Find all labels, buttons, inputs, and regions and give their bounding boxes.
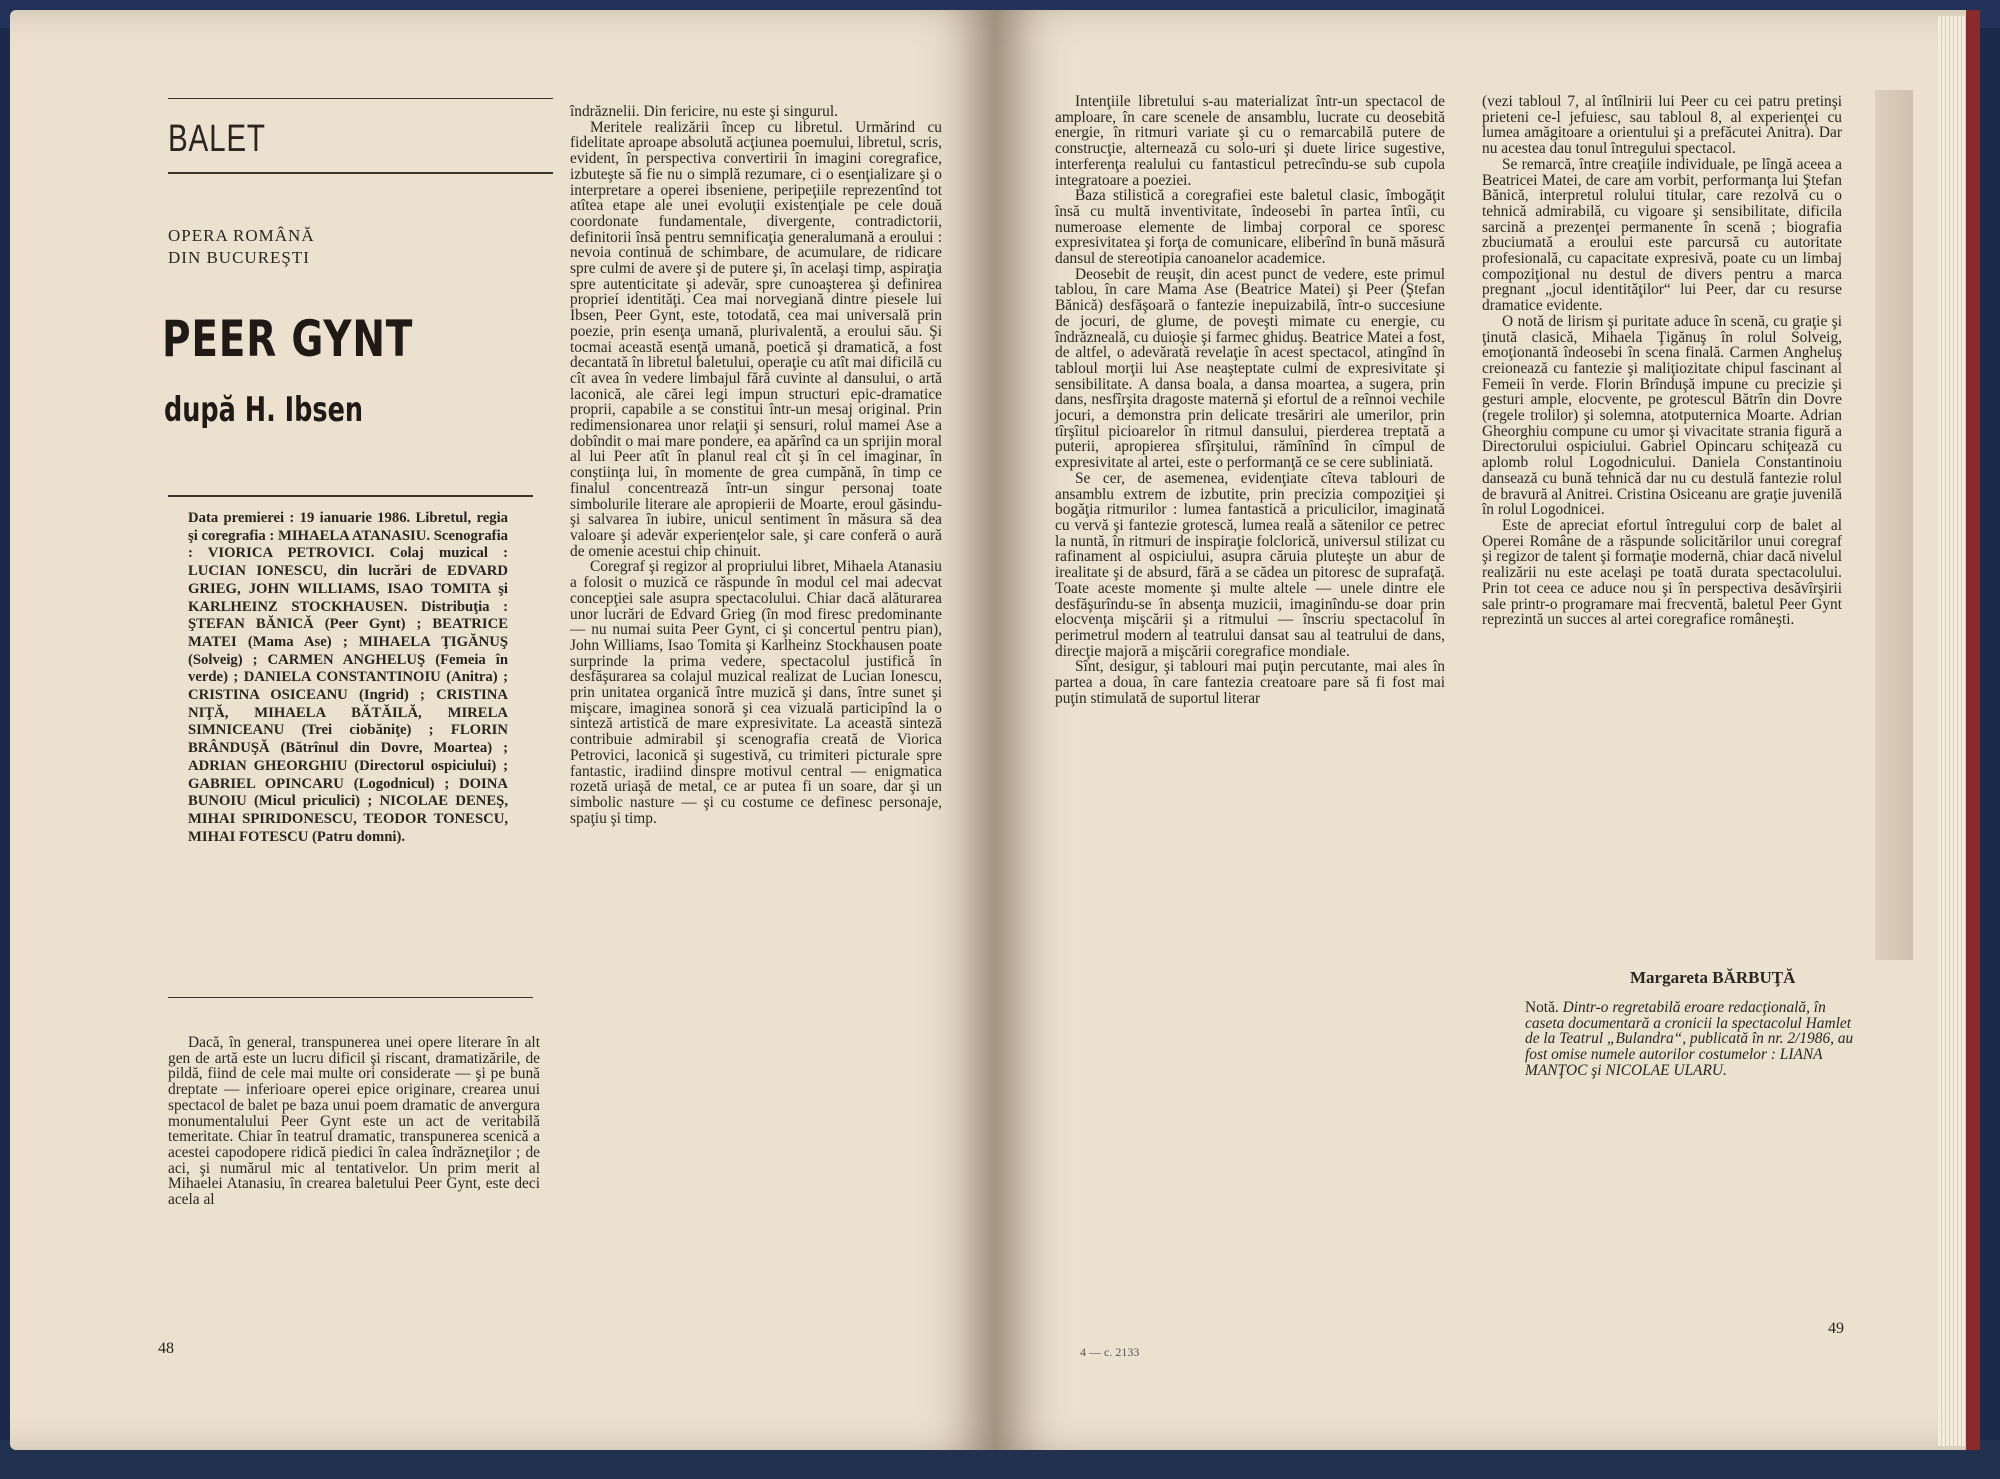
column-2 xyxy=(570,104,942,826)
column-3-paragraph: Deosebit de reuşit, din acest punct de vedere, este primul tablou, în care Mama Ase (Beatrice Matei) şi Peer (Ştefan Bănică) desfăşoară o fantezie inepuizabilă, într-o succesiune de jocuri, de glume, de poveşti mimate cu energie, cu îndrăzneală, cu duioşie şi farmec ghiduş. Beatrice Matei a fost, de altfel, o adevărată revelaţie în acest spectacol, atingînd în tabloul morţii lui Ase neaşteptate culmi de expresivitate şi sensibilitate. A dansa boala, a dansa moartea, a sugera, prin dans, nesfîrşita dragoste maternă şi efortul de a reînnoi vechile jocuri, a demonstra prin delicate tresăriri ale umerilor, prin tîrşîitul picioarelor în ritmul dansului, pierderea treptată a puterii, apropierea sfîrşitului, rămînînd în cîmpul de expresivitate al artei, este o performanţă ce se cere subliniată. xyxy=(1055,265,1445,472)
right-page xyxy=(995,10,1980,1450)
credits-text: Data premierei : 19 ianuarie 1986. Libretul, regia şi coregrafia : MIHAELA ATANASIU. Scenografia : VIORICA PETROVICI. Colaj muzical : LUCIAN IONESCU, din lucrări de EDVARD GRIEG, JOHN WILLIAMS, ISAO TOMITA şi KARLHEINZ STOCKHAUSEN. Distribuţia : ŞTEFAN BĂNICĂ (Peer Gynt) ; BEATRICE MATEI (Mama Ase) ; MIHAELA ŢIGĂNUŞ (Solveig) ; CARMEN ANGHELUŞ (Femeia în verde) ; DANIELA CONSTANTINOIU (Anitra) ; CRISTINA OSICEANU (Ingrid) ; CRISTINA NIŢĂ, MIHAELA BĂTĂILĂ, MIRELA SIMNICEANU (Trei ciobăniţe) ; FLORIN BRÂNDUŞĂ (Bătrînul din Dovre, Moartea) ; ADRIAN GHEORGHIU (Directorul ospiciului) ; GABRIEL OPINCARU (Logodnicul) ; DOINA BUNOIU (Micul priculici) ; NICOLAE DENEŞ, MIHAI SPIRIDONESCU, TEODOR TONESCU, MIHAI FOTESCU (Patru domni). xyxy=(188,510,508,845)
column-3-paragraph: Baza stilistică a coregrafiei este baletul clasic, îmbogăţit însă cu multă inventivitate, îndeosebi în partea întîi, cu numeroase elemente de limbaj corporal ce sporesc expresivitatea şi forţa de comunicare, eliberînd în bună măsură dansul de stereotipia canoanelor academice. xyxy=(1055,187,1445,268)
show-through-image xyxy=(1875,90,1913,960)
page-number-left: 48 xyxy=(158,1340,174,1357)
column-4-paragraph: Se remarcă, între creaţiile individuale, pe lîngă aceea a Beatricei Matei, de care am vorbit, performanţa lui Ştefan Bănică, interpretul rolului titular, care rezolvă cu o tehnică admirabilă, cu vigoare şi sensibilitate, dificila sarcină a prezenţei permanente în scenă ; biografia zbuciumată a eroului este parcursă cu autoritate profesională, cu capacitate expresivă, poate cu un limbaj compoziţional nu destul de divers pentru a marca pregnant „jocul identităţilor“ lui Peer, dar cu resurse dramatice evidente. xyxy=(1482,155,1842,315)
column-4-paragraph: Este de apreciat efortul întregului corp de balet al Operei Române de a răspunde solicitărilor unui coregraf şi regizor de talent şi formaţie modernă, chiar dacă nivelul realizării nu este acelaşi pe toată durata spectacolului. Prin tot ceea ce aduce nou şi în perspectiva desăvîrşirii sale printr-o programare mai frecventă, baletul Peer Gynt reprezintă un succes al artei coregrafice româneşti. xyxy=(1482,516,1842,629)
column-2-paragraph: Meritele realizării încep cu libretul. Urmărind cu fidelitate aproape absolută acţiunea poemului, libretul, scris, evident, în perspectiva convertirii în imagini coregrafice, izbuteşte să fie nu o simplă rezumare, ci o esenţializare şi o interpretare a operei ibseniene, peripeţiile reprezentînd tot atîtea etape ale unei evoluţii existenţiale pe cele două coordonate fundamentale, divergente, contradictorii, definitorii însă pentru semnificaţia generalumană a eroului : nevoia continuă de schimbare, de acumulare, de ridicare spre culmi de avere şi de putere şi, în acelaşi timp, aspiraţia spre autenticitate şi adevăr, spre cunoaşterea şi definirea proprieí identităţi. Cea mai norvegiană dintre piesele lui Ibsen, Peer Gynt, este, totodată, cea mai universală prin poezie, prin esenţa umană, plurivalentă, a eroului său. Şi tocmai această esenţă umană, poetică şi dramatică, a fost decantată în libretul baletului, operaţie cu atît mai dificilă cu cît avea în vedere limbajul fără cuvinte al dansului, o artă laconică, ale cărei legi impun structuri epic-dramatice proprii, capabile a se constitui într-un mesaj original. Prin redimensionarea unor relaţii şi sensuri, rolul mamei Ase a dobîndit o mai mare pondere, ea apărînd ca un sprijin moral al lui Peer atît în planul real cît şi în cel imaginar, în conştiinţa lui, în momente de grea cumpănă, în timp ce finalul concentrează într-un singur personaj toate simbolurile literare ale apropierii de Moarte, eroul găsindu-şi salvarea în iubire, unicul sentiment în măsura să dea valoare şi adevăr experienţelor sale, şi care conferă o aură de omenie acestui chip chinuit. xyxy=(570,118,942,560)
column-4-paragraph: O notă de lirism şi puritate aduce în scenă, cu graţie şi ţinută clasică, Mihaela Ţigănuş în rolul Solveig, emoţionantă îndeosebi în scena finală. Carmen Angheluş creionează cu fantezie şi maliţiozitate chipul fascinant al Femeii în verde. Florin Brînduşă impune cu precizie şi gesturi ample, elocvente, pe grotescul Bătrîn din Dovre (regele trolilor) şi solemna, atotputernica Moarte. Adrian Gheorghiu compune cu umor şi vivacitate strania figură a Directorului ospiciului. Gabriel Opincaru schiţează cu aplomb rolul Logodnicului. Daniela Constantinoiu dansează cu bună tehnică dar nu cu destulă fantezie rolul de bravură al Anitrei. Cristina Osiceanu are graţie juvenilă în rolul Logodnicei. xyxy=(1482,312,1842,519)
page-number-right: 49 xyxy=(1828,1320,1844,1337)
play-subtitle: după H. Ibsen xyxy=(164,390,364,430)
print-signature: 4 — c. 2133 xyxy=(1080,1345,1140,1359)
column-2-paragraph: Coregraf şi regizor al propriului libret, Mihaela Atanasiu a folosit o muzică ce răspunde în modul cel mai adecvat concepţiei sale asupra spectacolului. Chiar dacă alăturarea unor lucrări de Edvard Grieg (în mod firesc predominante — nu numai suita Peer Gynt, ci şi concertul pentru pian), John Williams, Isao Tomita şi Karlheinz Stockhausen poate surprinde la prima vedere, spectacolul justifică în desfăşurarea sa colajul muzical realizat de Lucian Ionescu, prin unitatea organică între muzică şi dans, între sunet şi mişcare, imaginea sonoră şi cea vizuală participînd la o sinteză artistică de mare expresivitate. La această sinteză contribuie admirabil şi scenografia creată de Viorica Petrovici, laconică şi sugestivă, cu trimiteri picturale spre fantastic, iradiind dinspre motivul central — enigmatica rozetă uriaşă de metal, ce ar putea fi un soare, dar şi un simbolic nasture — şi cu costume ce definesc personaje, spaţiu şi timp. xyxy=(570,558,942,827)
section-label: BALET xyxy=(168,118,266,160)
column-2-paragraph: îndrăznelii. Din fericire, nu este şi singurul. xyxy=(570,103,838,120)
column-4 xyxy=(1482,94,1842,628)
top-rule xyxy=(168,98,553,99)
show-through-text xyxy=(170,1000,530,1020)
play-title: PEER GYNT xyxy=(162,310,414,368)
section-rule xyxy=(168,172,553,174)
magazine-spread xyxy=(10,10,1980,1450)
column-3 xyxy=(1055,94,1445,706)
left-page xyxy=(10,10,995,1450)
column-3-paragraph: Sînt, desigur, şi tablouri mai puţin percutante, mai ales în partea a doua, în care fantezia creatoare pare să fi fost mai puţin stimulată de suportul literar xyxy=(1055,658,1445,707)
note-text: Dintr-o regretabilă eroare redacţională, în caseta documentară a cronicii la spectacolul Hamlet de la Teatrul „Bulandra“, publicată în nr. 2/1986, au fost omise numele autorilor costumelor : LIANA MANŢOC şi NICOLAE ULARU. xyxy=(1525,999,1854,1079)
column-1-paragraph: Dacă, în general, transpunerea unei opere literare în alt gen de artă este un lucru dificil şi riscant, dramatizările, de pildă, fiind de cele mai multe ori considerate — şi pe bună dreptate — inferioare operei epice originare, crearea unui spectacol de balet pe baza unui poem dramatic de anvergura monumentalului Peer Gynt este un act de veritabilă temeritate. Chiar în teatrul dramatic, transpunerea scenică a acestei capodopere ridică piedici în calea îndrăzneţilor ; de aci, şi numărul mic al tentativelor. Un prim merit al Mihaelei Atanasiu, în crearea baletului Peer Gynt, este deci acela al xyxy=(168,1034,540,1209)
column-3-paragraph: Intenţiile libretului s-au materializat într-un spectacol de amploare, în care scenele de ansamblu, lucrate cu deosebită energie, în ritmuri variate şi cu o remarcabilă putere de construcţie, alternează cu solo-uri şi duete lirice sugestive, interferenţa realului cu fantasticul petrecîndu-se sub cupola integratoare a poeziei. xyxy=(1055,93,1445,189)
column-4-paragraph: (vezi tabloul 7, al întîlnirii lui Peer cu cei patru pretinşi prieteni ce-l jefuiesc, sau tabloul 8, al experienţei cu lumea amăgitoare a orientului şi a prefăcutei Anitra). Dar nu acestea dau tonul întregului spectacol. xyxy=(1482,93,1842,158)
editorial-note xyxy=(1525,1000,1855,1079)
note-label: Notă. xyxy=(1525,999,1559,1016)
theatre-name: OPERA ROMÂNĂ DIN BUCUREŞTI xyxy=(168,226,315,267)
cover-edge xyxy=(1966,10,1980,1450)
column-3-paragraph: Se cer, de asemenea, evidenţiate cîteva tablouri de ansamblu extrem de izbutite, prin precizia compoziţiei şi bogăţia ritmurilor : lumea fantastică a priculicilor, imaginată cu vervă şi fantezie grotescă, lumea reală a sătenilor ce petrec la nuntă, în ritmuri de inspiraţie folclorică, universul stilizat cu rafinament al ospiciului, asupra căruia pluteşte un abur de irealitate şi de absurd, fără a se cădea un pitoresc de suprafaţă. Toate aceste momente şi multe altele — unele dintre ele desfăşurîndu-se în absenţa muzicii, imaginîndu-se doar prin elocvenţa mişcării şi a ritmului — înscriu spectacolul în perimetrul modern al teatrului dansat sau al teatrului de dans, direcţie majoră a mişcării coregrafice mondiale. xyxy=(1055,469,1445,660)
column-1 xyxy=(168,1035,540,1208)
author-name: Margareta BĂRBUŢĂ xyxy=(1630,968,1796,987)
